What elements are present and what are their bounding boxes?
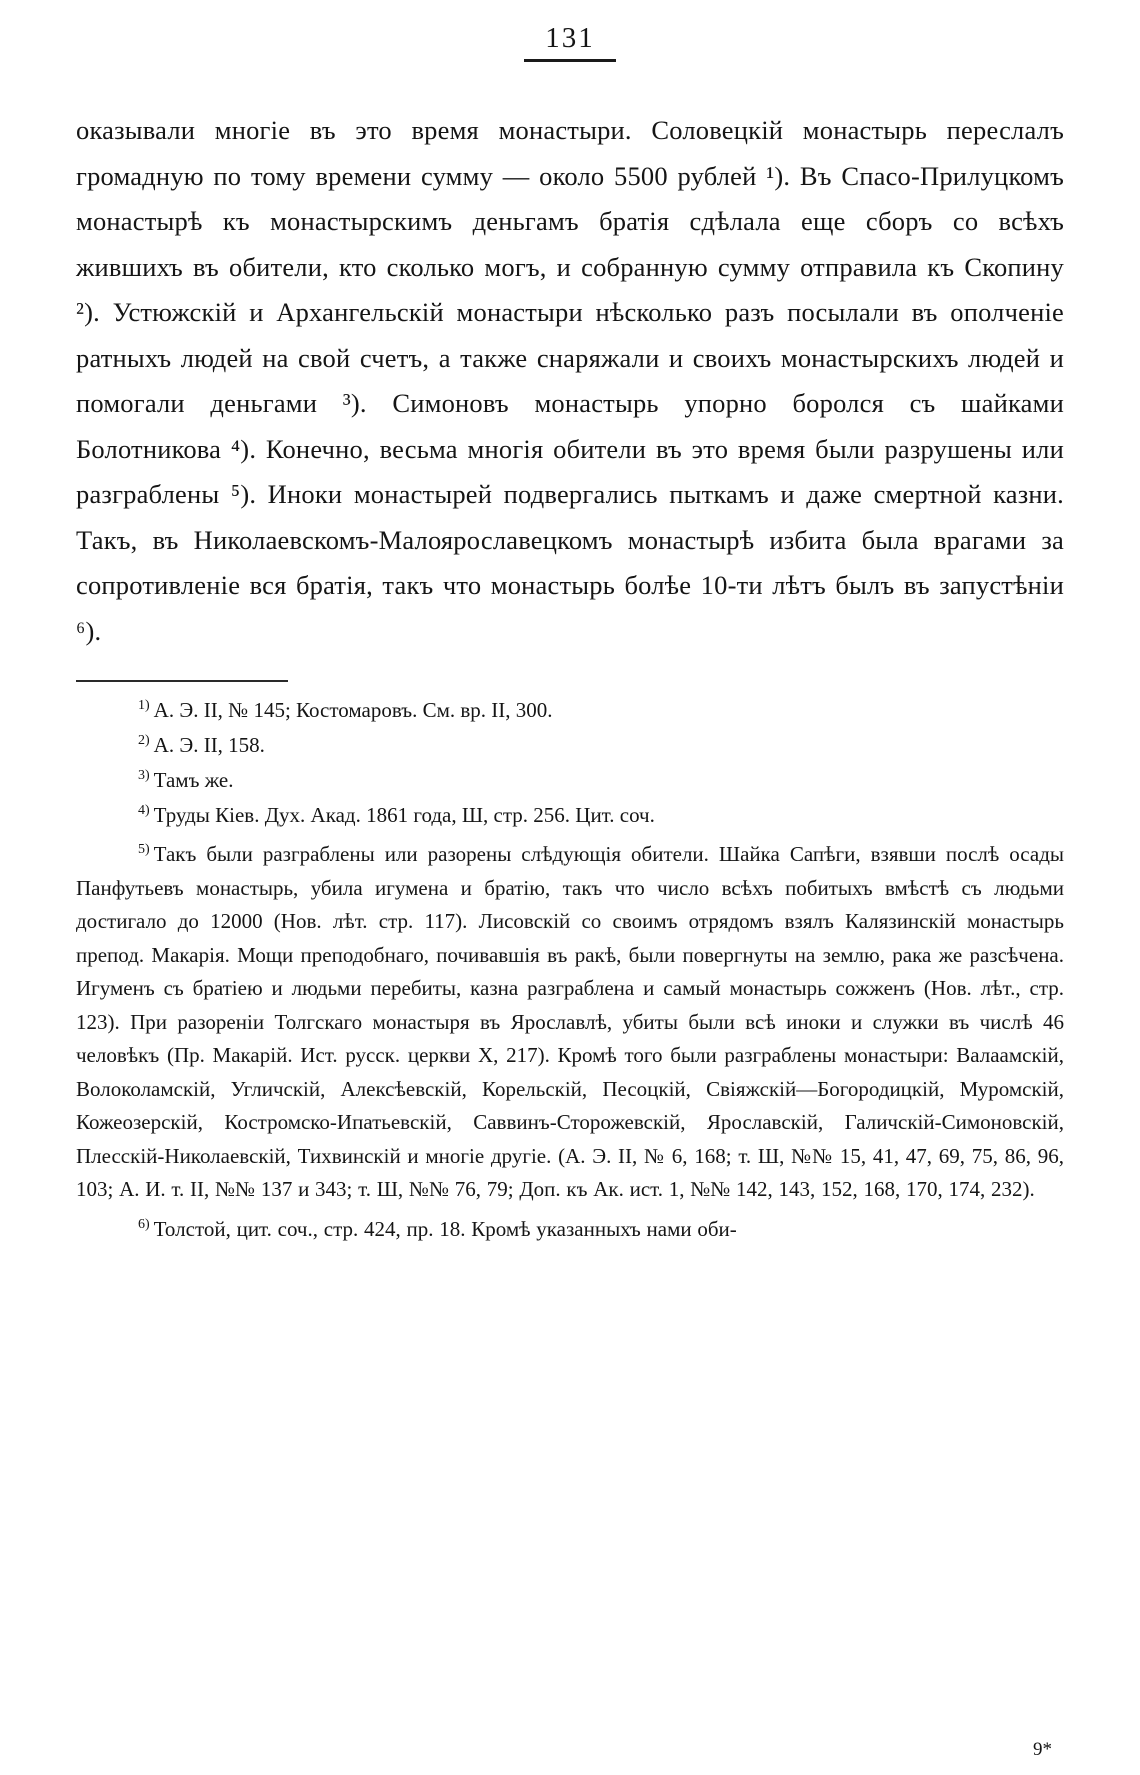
footnote-item [76, 838, 1064, 1207]
footnote-item [76, 1213, 1064, 1247]
footnote-marker: 3) [138, 768, 150, 783]
footnote-text: Тамъ же. [153, 768, 234, 792]
footnote-marker: 4) [138, 803, 150, 818]
footnotes-block [76, 694, 1064, 1246]
footnote-text: Труды Кіев. Дух. Акад. 1861 года, Ш, стр. 256. Цит. соч. [153, 803, 655, 827]
main-text-block [76, 108, 1064, 654]
footnote-separator [76, 680, 288, 682]
footnote-text: Толстой, цит. соч., стр. 424, пр. 18. Кромѣ указанныхъ нами оби- [153, 1216, 737, 1241]
footnote-text: А. Э. II, 158. [153, 733, 265, 757]
footnote-marker: 2) [138, 733, 150, 748]
footnote-item [76, 694, 1064, 727]
document-page [0, 22, 1140, 1775]
footnote-marker: 1) [138, 698, 150, 713]
footnote-item [76, 729, 1064, 762]
page-number: 131 [545, 22, 595, 54]
footnote-marker: 6) [138, 1216, 150, 1232]
footnote-text: Такъ были разграблены или разорены слѣдующія обители. Шайка Сапѣги, взявши послѣ осады Панфутьевъ монастырь, убила игумена и братію, такъ что число всѣхъ побитыхъ вмѣстѣ съ людьми достигало до 12000 (Нов. лѣт. стр. 117). Лисовскій со своимъ отрядомъ взялъ Калязинскій монастырь препод. Макарія. Мощи преподобнаго, почивавшія въ ракѣ, были повергнуты на землю, рака же разсѣчена. Игуменъ съ братіею и людьми перебиты, казна разграблена и самый монастырь сожженъ (Нов. лѣт., стр. 123). При разореніи Толгскаго монастыря въ Ярославлѣ, убиты были всѣ иноки и служки въ числѣ 46 человѣкъ (Пр. Макарій. Ист. русск. церкви X, 217). Кромѣ того были разграблены монастыри: Валаамскій, Волоколамскій, Угличскій, Алексѣевскій, Корельскій, Песоцкій, Свіяжскій—Богородицкій, Муромскій, Кожеозерскій, Костромско-Ипатьевскій, Саввинъ-Сторожевскій, Ярославскій, Галичскій-Симоновскій, Плесскій-Николаевскій, Тихвинскій и многіе другіе. (А. Э. II, № 6, 168; т. Ш, №№ 15, 41, 47, 69, 75, 86, 96, 103; А. И. т. II, №№ 137 и 343; т. Ш, №№ 76, 79; Доп. къ Ак. ист. 1, №№ 142, 143, 152, 168, 170, 174, 232). [76, 842, 1064, 1201]
footnote-item [76, 799, 1064, 832]
footnote-text: А. Э. II, № 145; Костомаровъ. См. вр. II, 300. [153, 698, 553, 722]
footnote-item [76, 764, 1064, 797]
main-paragraph: оказывали многіе въ это время монастыри. Соловецкій монастырь переслалъ громадную по тому времени сумму — около 5500 рублей ¹). Въ Спасо-Прилуцкомъ монастырѣ къ монастырскимъ деньгамъ братія сдѣлала еще сборъ со всѣхъ жившихъ въ обители, кто сколько могъ, и собранную сумму отправила къ Скопину ²). Устюжскій и Архангельскій монастыри нѣсколько разъ посылали въ ополченіе ратныхъ людей на свой счетъ, а также снаряжали и своихъ монастырскихъ людей и помогали деньгами ³). Симоновъ монастырь упорно боролся съ шайками Болотникова ⁴). Конечно, весьма многія обители въ это время были разрушены или разграблены ⁵). Иноки монастырей подвергались пыткамъ и даже смертной казни. Такъ, въ Николаевскомъ-Малоярославецкомъ монастырѣ избита была врагами за сопротивленіе вся братія, такъ что монастырь болѣе 10-ти лѣтъ былъ въ запустѣніи ⁶). [76, 115, 1064, 646]
page-signature: 9* [1033, 1739, 1052, 1760]
footnote-marker: 5) [138, 842, 150, 857]
page-number-rule [524, 59, 616, 62]
